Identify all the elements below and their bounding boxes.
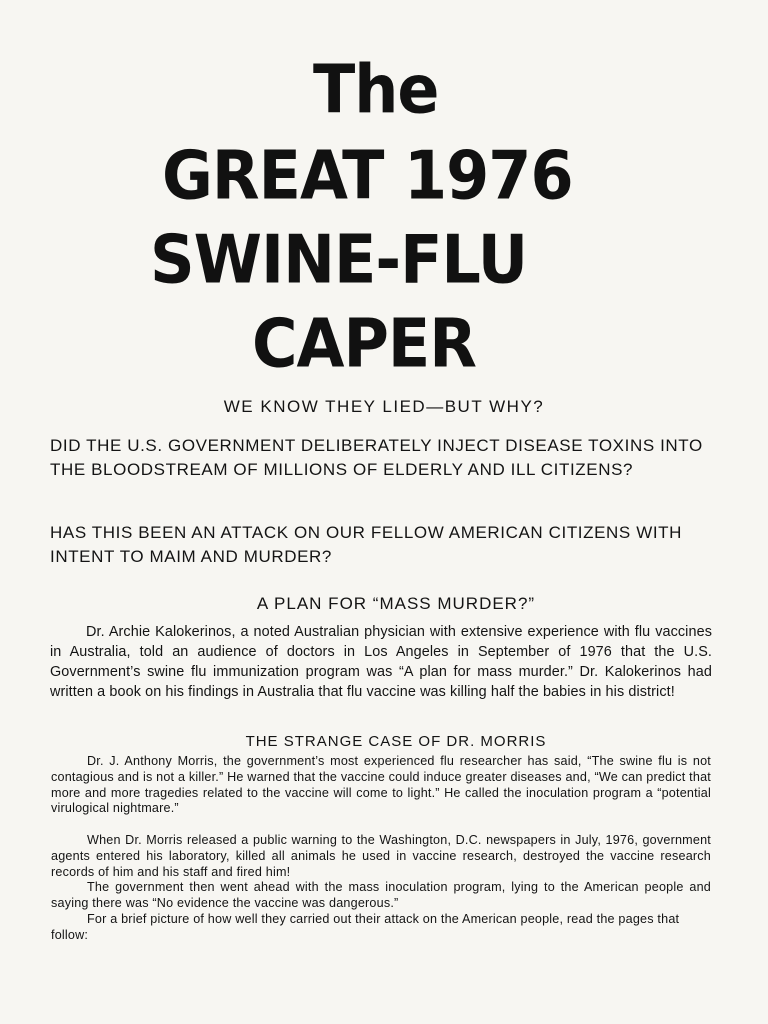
document-subtitle: WE KNOW THEY LIED—BUT WHY?	[223, 397, 545, 416]
title-line-caper: CAPER	[252, 303, 477, 383]
title-line-the: The	[313, 49, 439, 129]
question-paragraph: HAS THIS BEEN AN ATTACK ON OUR FELLOW AMERICAN CITIZENS WITH INTENT TO MAIM AND MURDER?	[50, 523, 683, 566]
section-heading-dr-morris: THE STRANGE CASE OF DR. MORRIS	[245, 733, 547, 750]
section-heading-mass-murder: A PLAN FOR “MASS MURDER?”	[256, 594, 536, 613]
body-paragraph: For a brief picture of how well they carried out their attack on the American people, read the pages that follow:	[51, 912, 680, 942]
title-line-great-1976: GREAT 1976	[162, 135, 573, 215]
body-paragraph: Dr. J. Anthony Morris, the government’s most experienced flu researcher has said, “The swine flu is not contagious and is not a killer.” He warned that the vaccine could induce greater diseases and, “We can predict that more and more tragedies related to the vaccine will come to light.” He called the inoculation program a “potential virulogical nightmare.”	[51, 754, 711, 816]
body-paragraph: The government then went ahead with the mass inoculation program, lying to the American people and saying there was “No evidence the vaccine was dangerous.”	[51, 880, 711, 910]
body-paragraph: When Dr. Morris released a public warning to the Washington, D.C. newspapers in July, 1976, government agents entered his laboratory, killed all animals he used in vaccine research, destroyed the vaccine research records of him and his staff and fired him!	[51, 833, 711, 879]
question-paragraph: DID THE U.S. GOVERNMENT DELIBERATELY INJECT DISEASE TOXINS INTO THE BLOODSTREAM OF MILLIONS OF ELDERLY AND ILL CITIZENS?	[50, 436, 703, 479]
body-paragraph: Dr. Archie Kalokerinos, a noted Australian physician with extensive experience with flu vaccines in Australia, told an audience of doctors in Los Angeles in September of 1976 that the U.S. Government’s swine flu immunization program was “A plan for mass murder.” Dr. Kalokerinos had written a book on his findings in Australia that flu vaccine was killing half the babies in his district!	[50, 624, 712, 700]
title-line-swine-flu: SWINE-FLU	[150, 219, 528, 299]
